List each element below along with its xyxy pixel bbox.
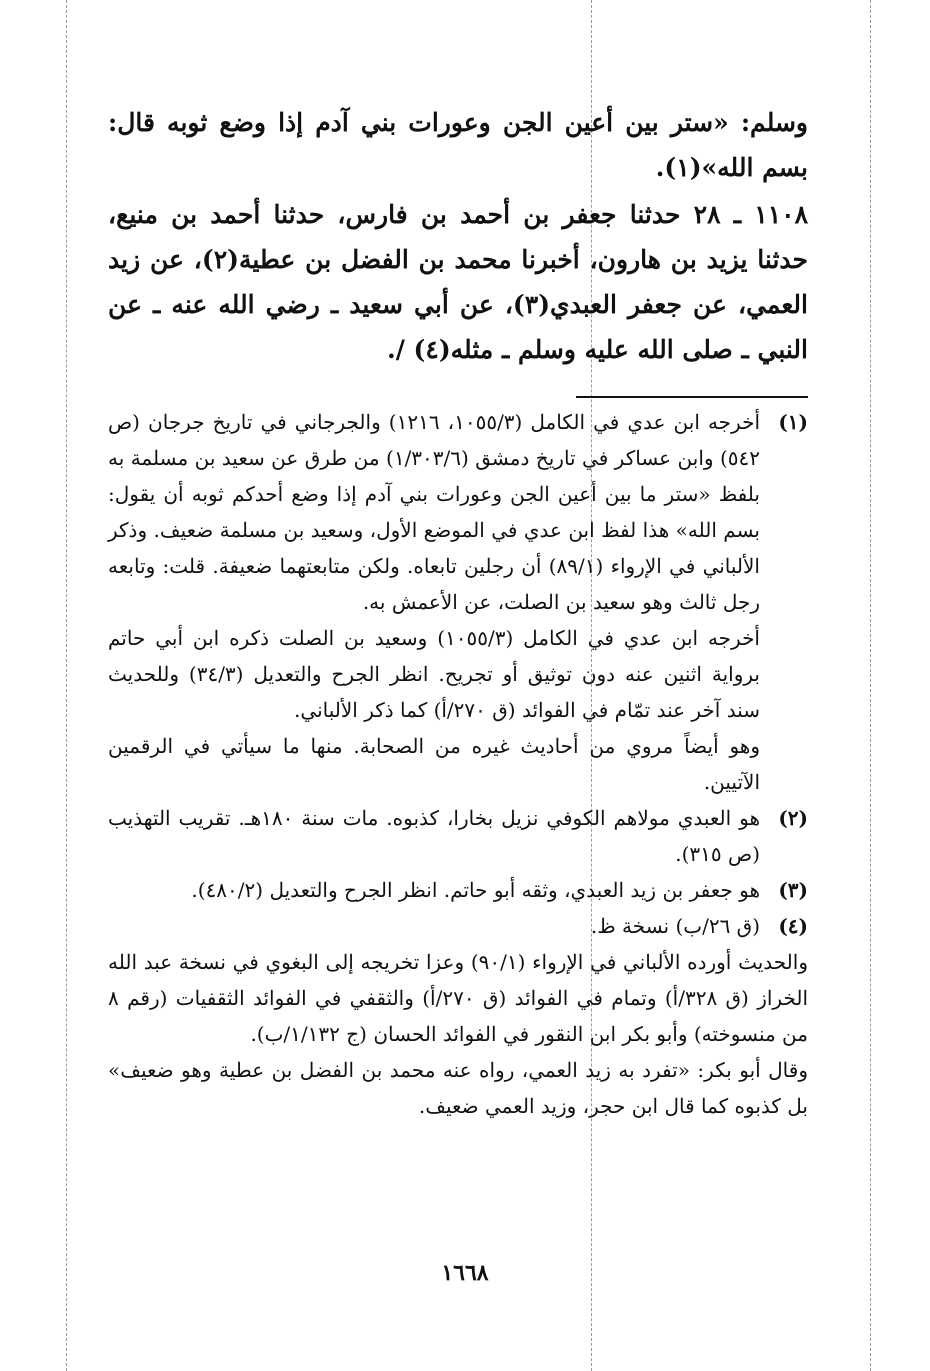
footnote-paragraph: وهو أيضاً مروي من أحاديث غيره من الصحابة. منها ما سيأتي في الرقمين الآتيين. [108, 734, 760, 794]
footnote-number: (٢) [778, 806, 808, 830]
fold-line-right [870, 0, 871, 1371]
footnote-text [108, 908, 760, 944]
footnote-text [108, 800, 760, 872]
footnote-number: (٣) [778, 878, 808, 902]
footnote-text [108, 872, 760, 908]
footnote-continuation: وقال أبو بكر: «تفرد به زيد العمي، رواه عنه محمد بن الفضل بن عطية وهو ضعيف» بل كذبوه كما قال ابن حجر، وزيد العمي ضعيف. [108, 1058, 808, 1118]
footnote-separator [576, 396, 808, 398]
hadith-1108: ١١٠٨ ـ ٢٨ حدثنا جعفر بن أحمد بن فارس، حدثنا أحمد بن منيع، حدثنا يزيد بن هارون، أخبرنا محمد بن الفضل بن عطية(٢)، عن زيد العمي، عن جعفر العبدي(٣)، عن أبي سعيد ـ رضي الله عنه ـ عن النبي ـ صلى الله عليه وسلم ـ مثله(٤) /. [108, 200, 808, 364]
footnote-paragraph: هو العبدي مولاهم الكوفي نزيل بخارا، كذبوه. مات سنة ١٨٠هـ. تقريب التهذيب (ص ٣١٥). [108, 806, 761, 866]
footnote-continuation: والحديث أورده الألباني في الإرواء (٩٠/١) وعزا تخريجه إلى البغوي في نسخة عبد الله الخراز (ق ٣٢٨/أ) وتمام في الفوائد (ق ٢٧٠/أ) والثقفي في الفوائد الثقفيات (رقم ٨ من منسوخته) وأبو بكر ابن النقور في الفوائد الحسان (ج ١/١٣٢/ب). [108, 950, 809, 1046]
main-text-continuation: وسلم: «ستر بين أعين الجن وعورات بني آدم إذا وضع ثوبه قال: بسم الله»(١). [108, 108, 808, 182]
footnote-paragraph: (ق ٢٦/ب) نسخة ظ. [590, 914, 760, 938]
footnote-3 [108, 872, 808, 908]
footnote-paragraph: أخرجه ابن عدي في الكامل (١٠٥٥/٣) وسعيد بن الصلت ذكره ابن أبي حاتم برواية اثنين عنه دون توثيق أو تجريح. انظر الجرح والتعديل (٣٤/٣) وللحديث سند آخر عند تمّام في الفوائد (ق ٢٧٠/أ) كما ذكر الألباني. [108, 626, 760, 722]
page-content [108, 100, 808, 1124]
footnote-number: (٤) [778, 914, 808, 938]
footnote-paragraph: هو جعفر بن زيد العبدي، وثقه أبو حاتم. انظر الجرح والتعديل (٤٨٠/٢). [191, 878, 760, 902]
fold-line-left [66, 0, 67, 1371]
footnote-paragraph: أخرجه ابن عدي في الكامل (١٠٥٥/٣، ١٢١٦) والجرجاني في تاريخ جرجان (ص ٥٤٢) وابن عساكر في تاريخ دمشق (١/٣٠٣/٦) من طرق عن سعيد بن مسلمة به بلفظ «ستر ما بين أعين الجن وعورات بني آدم إذا وضع أحدكم ثوبه أن يقول: بسم الله» هذا لفظ ابن عدي في الموضع الأول، وسعيد بن مسلمة ضعيف. وذكر الألباني في الإرواء (٨٩/١) أن رجلين تابعاه. ولكن متابعتهما ضعيفة. قلت: وتابعه رجل ثالث وهو سعيد بن الصلت، عن الأعمش به. [108, 410, 760, 614]
footnote-4 [108, 908, 808, 944]
footnote-text [108, 404, 760, 800]
footnote-number: (١) [778, 410, 808, 434]
footnote-2 [108, 800, 808, 872]
page-number: ١٦٦٨ [441, 1260, 489, 1286]
footnotes [108, 404, 808, 1124]
footnote-1 [108, 404, 808, 800]
main-text [108, 100, 808, 372]
